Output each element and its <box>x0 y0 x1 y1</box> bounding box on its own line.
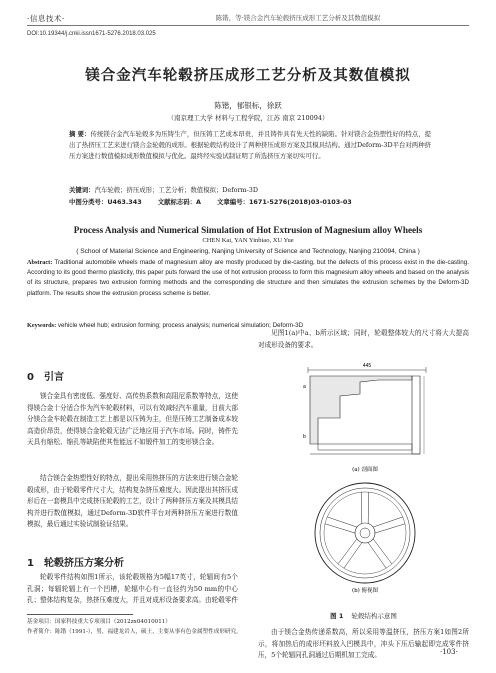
spoke-edge <box>344 543 362 569</box>
mark-b: b <box>303 434 306 440</box>
spoke-edge <box>368 543 386 569</box>
keywords-cn-label: 关键词： <box>69 186 95 194</box>
abstract-en-text: Traditional automobile wheels made of magnesium alloy are mostly produced by die-casting, but the defects of this process exist in the die-casting. According to its good thermo plasticity, this paper puts forward the use of hot extrusion process to form this magnesium alloy wheels and based on the analysis of its structure, prepares two extrusion forming methods and the corresponding die structure and then simulates the extrusion schemes by the Deform-3D platform. The results show the extrusion process scheme is better. <box>27 259 469 297</box>
abstract-cn-text: 传统镁合金汽车轮毂多为压铸生产，但压铸工艺成本昂贵，并且铸件具有先天性的缺陷。针对镁合金热塑性好的特点，提出了热挤压工艺来进行镁合金轮毂的成形。根据轮毂结构设计了两种挤压成形方案及其模具结构。通过Deform-3D平台对两种挤压方案进行数值模拟成形数值模拟与优化。最终经实验试制证明了所选挤压方案切实可行。 <box>69 130 432 160</box>
figure-1-wheel-drawing <box>300 358 430 595</box>
running-title: 陈锴，等·镁合金汽车轮毂挤压成形工艺分析及其数值模拟 <box>215 14 381 22</box>
abstract-en <box>27 258 469 299</box>
subcaption-b: (b) 俯视图 <box>351 588 379 594</box>
page-number: ·103· <box>440 648 458 656</box>
keywords-cn-text: 汽车轮毂；挤压成形；工艺分析；数值模拟；Deform-3D <box>94 186 258 194</box>
spoke-edge <box>338 539 357 564</box>
section-1-title: 轮毂挤压方案分析 <box>43 558 124 569</box>
section-0-heading <box>27 368 64 383</box>
abstract-en-label: Abstract: <box>27 259 53 266</box>
keywords-en-label: Keywords: <box>27 322 57 329</box>
figure-1-label: 图 1 <box>330 612 344 620</box>
right-paragraph-bottom: 由于镁合金热传递系数高，所以采用等温挤压，挤压方案1如图2所示，将加热后的成形坯料放入凹模具中，冲头下压后输起即完成零件挤压，5个轮辐同孔洞通过后期机加工完成。 <box>258 628 469 660</box>
dimension-445: 445 <box>362 363 372 369</box>
top-view-wheel <box>315 483 415 583</box>
figure-1-title: 轮毂结构示意图 <box>351 612 397 620</box>
section-1-number: 1 <box>27 558 34 569</box>
right-paragraph-top: 见图1(a)中a、b所示区域；同时，轮毂整体较大的尺寸将大大提高对成形设备的要求。 <box>258 329 469 349</box>
affiliation-en: ( School of Material Science and Engineering, Nanjing University of Science and Technology, Nanjing 210094, China ) <box>76 248 420 255</box>
keywords-cn <box>69 185 431 194</box>
spoke-edge <box>373 539 392 564</box>
spoke-edge <box>327 517 357 527</box>
abstract-cn-label: 摘 要： <box>69 130 91 138</box>
spoke-edge <box>373 517 403 527</box>
spoke-edge <box>375 524 405 533</box>
section-view <box>303 363 426 454</box>
title-en: Process Analysis and Numerical Simulation of Hot Extrusion of Magnesium alloy Wheels <box>73 225 423 235</box>
spoke-edge <box>325 524 355 533</box>
doi: DOI:10.19344/j.cnki.issn1671-5276.2018.03.025 <box>27 31 156 37</box>
journal-section: ·信息技术· <box>27 14 65 23</box>
subcaption-a: (a) 剖面图 <box>352 467 378 473</box>
mark-a: a <box>303 384 306 390</box>
intro-paragraph-1: 镁合金具有密度低、强度好、高传热系数和高阻尼系数等特点，这使得镁合金十分适合作为汽车轮毂材料，可以有效减轻汽车重量，目前大部分镁合金车轮毂在制造工艺上都是以压铸为主，但是压铸工艺制备成本较高造价昂贵，使得镁合金轮毂无法广泛地应用于汽车市场。同时，铸件先天具有缩松、缩孔等缺陷使其性能远不如锻件加工的变形镁合金。 <box>27 392 238 447</box>
section-0-number: 0 <box>27 372 34 383</box>
document-code: 文献标志码：A <box>157 198 201 206</box>
authors-en: CHEN Kai, YAN Yinbiao, XU Yue <box>202 237 294 244</box>
abstract-cn <box>69 129 431 161</box>
footnote-rule <box>27 614 133 615</box>
authors-cn: 陈锴，郁银标，徐跃 <box>214 101 282 110</box>
section-1-paragraph: 轮毂零件结构如图1所示，该轮毂规格为5幅17英寸，轮辐间有5个孔洞；每辐轮辐上有一个凹槽，轮辐中心有一直径约为50 mm的中心孔；整体结构复杂，热挤压难度大，并且对成形设备要求高。由轮毂零件 <box>27 573 238 605</box>
footnote-fund: 基金项目：国家科技重大专项项目（2012zx04010011） <box>27 619 171 625</box>
keywords-en-text: vehicle wheel hub; extrusion forming; process analysis; numerical simulation; Deform-3D <box>57 322 304 329</box>
affiliation-cn: （南京理工大学 材料与工程学院，江苏 南京 210094） <box>167 114 329 122</box>
title-cn: 镁合金汽车轮毂挤压成形工艺分析及其数值模拟 <box>85 68 411 84</box>
intro-paragraph-2: 结合镁合金热塑性好的特点，提出采用热挤压的方法来进行镁合金轮毂成形，由于轮毂零件尺寸大，结构复杂挤压难度大。因此提出其挤压成形后在一套模具中完成挤压轮毂的工艺，设计了两种挤压方案及其模具结构并进行数值模拟，通过Deform-3D软件平台对两种挤压方案进行数值模拟，最后通过实验试制验证结果。 <box>27 474 238 529</box>
section-0-title: 引言 <box>43 372 64 383</box>
clc-number: 中图分类号：U463.343 <box>69 198 142 206</box>
footnote-author: 作者简介：陈锴（1991-），男，福建龙岩人，硕士，主要从事有色金属塑性成形研究。 <box>27 629 242 635</box>
classification-meta <box>69 197 431 206</box>
header-rule <box>27 25 469 26</box>
figure-1-caption <box>258 611 469 620</box>
article-number: 文章编号：1671-5276(2018)03-0103-03 <box>217 198 352 206</box>
section-1-heading <box>27 554 124 569</box>
